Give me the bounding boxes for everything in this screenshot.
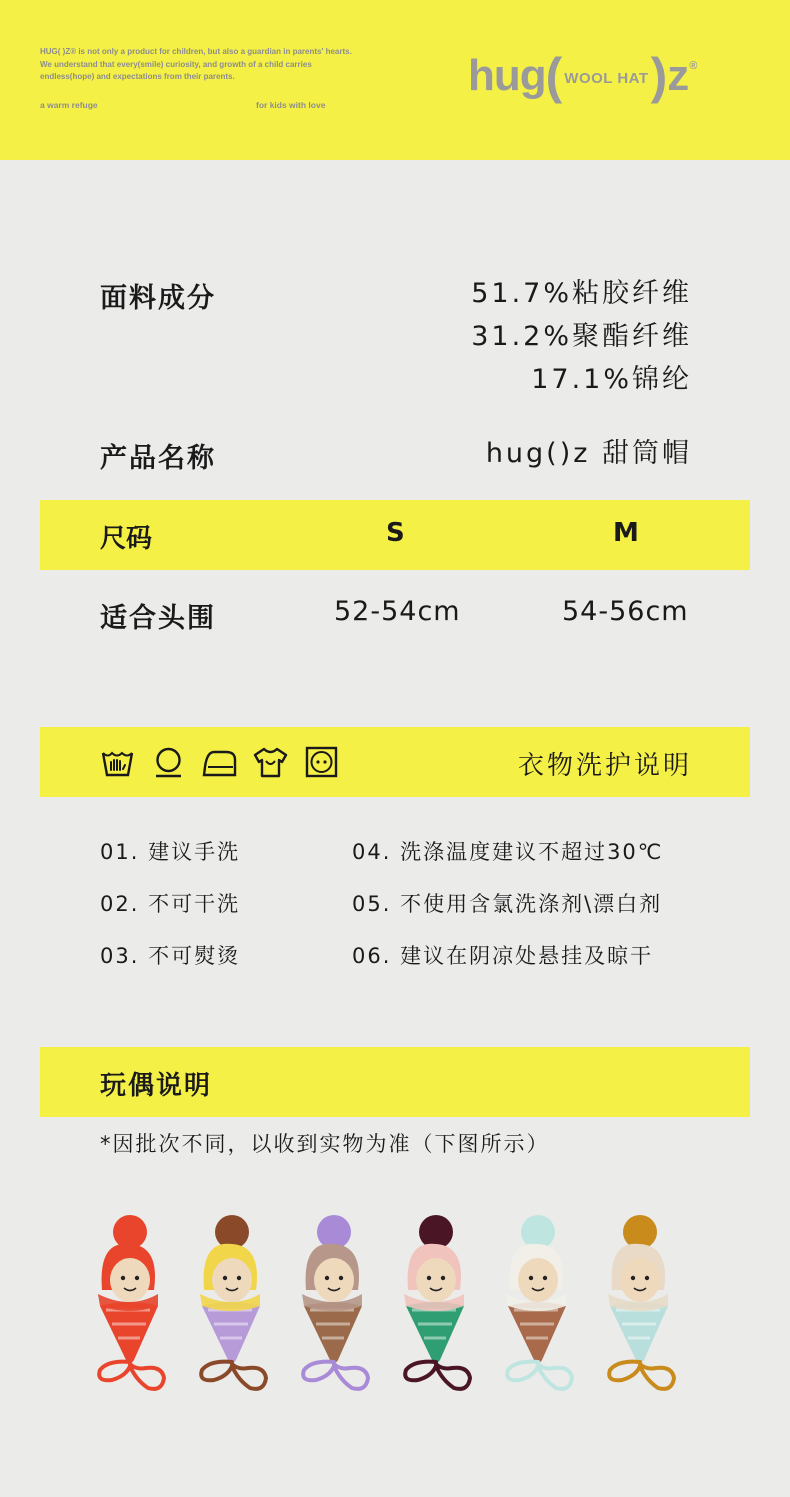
logo-registered-mark: ®	[689, 60, 698, 72]
size-m-value: 54-56cm	[562, 596, 689, 627]
logo-z: z	[667, 51, 689, 100]
pink-doll-illustration	[394, 1210, 494, 1405]
care-icons	[100, 745, 339, 779]
hand-wash-icon	[100, 745, 135, 779]
fabric-values	[471, 272, 692, 401]
size-label: 尺码	[100, 524, 153, 554]
no-dry-clean-icon	[151, 745, 186, 779]
product-name-label: 产品名称	[100, 443, 216, 474]
size-s: S	[386, 518, 405, 548]
no-bleach-icon	[304, 745, 339, 779]
fabric-value-1: 51.7%粘胶纤维	[471, 278, 692, 309]
no-iron-icon	[202, 745, 237, 779]
care-item-6: 06. 建议在阴凉处悬挂及晾干	[352, 944, 654, 968]
care-item-3: 03. 不可熨烫	[100, 944, 241, 968]
care-item-5: 05. 不使用含氯洗涤剂\漂白剂	[352, 892, 663, 916]
doll-gallery	[88, 1210, 708, 1410]
care-item-2: 02. 不可干洗	[100, 892, 241, 916]
brand-tagline: HUG( )Z® is not only a product for children, but also a guardian in parents' hearts. We understand that every(smile) curiosity, and growth of a child carries endless(hope) and expectations from their parents.	[40, 47, 352, 81]
red-doll-illustration	[88, 1210, 188, 1405]
doll-note: *因批次不同，以收到实物为准（下图所示）	[100, 1132, 550, 1156]
warm-refuge-tag: a warm refuge	[40, 100, 98, 110]
brand-logo	[468, 46, 697, 106]
size-s-value: 52-54cm	[334, 596, 461, 627]
head-circumference-label: 适合头围	[100, 603, 216, 634]
zebra-doll-illustration	[496, 1210, 596, 1405]
yellow-doll-illustration	[190, 1210, 290, 1405]
doll-band	[40, 1047, 750, 1117]
size-m: M	[613, 518, 639, 548]
fabric-value-3: 17.1%锦纶	[531, 364, 692, 395]
doll-title: 玩偶说明	[100, 1071, 213, 1101]
brand-header	[0, 0, 790, 160]
fabric-value-2: 31.2%聚酯纤维	[471, 321, 692, 352]
logo-wool-hat: WOOL HAT	[564, 69, 649, 87]
care-title: 衣物洗护说明	[517, 751, 692, 781]
care-band	[40, 727, 750, 797]
hang-dry-icon	[253, 745, 288, 779]
purple-doll-illustration	[292, 1210, 392, 1405]
logo-close-paren: )	[650, 48, 668, 104]
care-item-4: 04. 洗涤温度建议不超过30℃	[352, 840, 664, 864]
fabric-label: 面料成分	[100, 283, 216, 314]
care-item-1: 01. 建议手洗	[100, 840, 241, 864]
cream-doll-illustration	[598, 1210, 698, 1405]
product-name-value: hug()z 甜筒帽	[485, 438, 692, 469]
kids-love-tag: for kids with love	[256, 100, 326, 110]
logo-open-paren: (	[545, 48, 563, 104]
logo-hug: hug	[468, 51, 546, 100]
size-header-band	[40, 500, 750, 570]
